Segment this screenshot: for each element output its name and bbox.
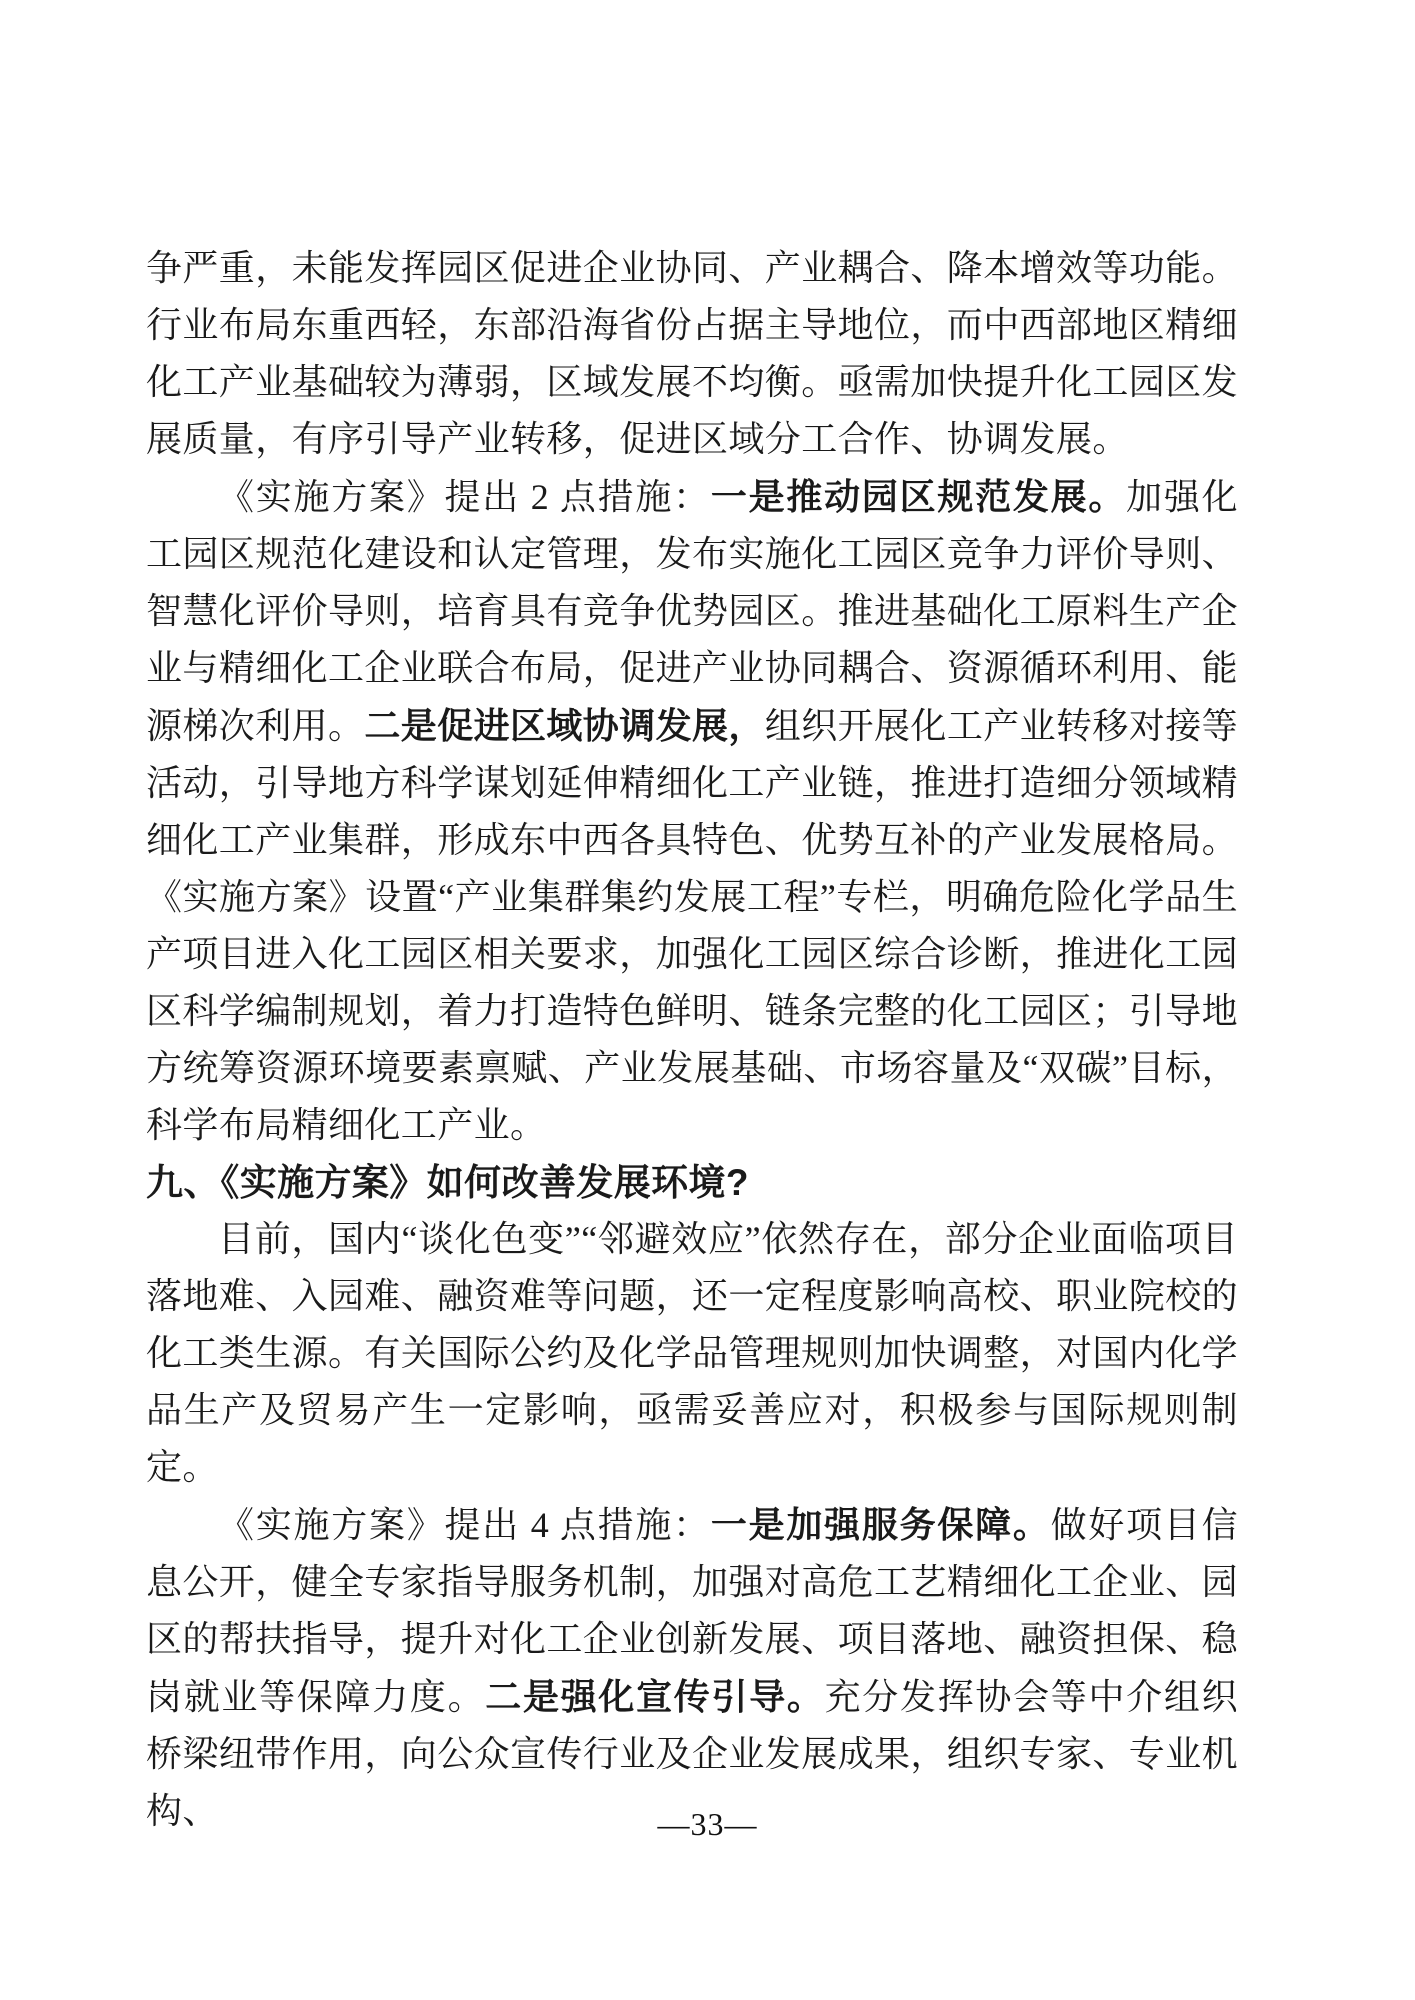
paragraph-measures-two [146, 468, 1238, 1154]
emphasis-text: 九、《实施方案》如何改善发展环境? [146, 1162, 749, 1203]
emphasis-text: 一是推动园区规范发展。 [710, 476, 1127, 517]
emphasis-text: 二是促进区域协调发展， [364, 705, 765, 746]
body-text: 目前，国内“谈化色变”“邻避效应”依然存在，部分企业面临项目落地难、入园难、融资难等问题，还一定程度影响高校、职业院校的化工类生源。有关国际公约及化学品管理规则加快调整，对国内化学品生产及贸易产生一定影响，亟需妥善应对，积极参与国际规则制定。 [146, 1219, 1239, 1487]
body-text: 《实施方案》提出 4 点措施： [218, 1505, 711, 1545]
paragraph-continuation [146, 240, 1238, 468]
section-heading [146, 1154, 1238, 1211]
body-text: 做好项目信息公开，健全专家指导服务机制，加强对高危工艺精细化工企业、园区的帮扶指导，提升对化工企业创新发展、项目落地、融资担保、稳岗就业等保障力度。 [146, 1505, 1239, 1717]
body-text: 争严重，未能发挥园区促进企业协同、产业耦合、降本增效等功能。行业布局东重西轻，东部沿海省份占据主导地位，而中西部地区精细化工产业基础较为薄弱，区域发展不均衡。亟需加快提升化工园区发展质量，有序引导产业转移，促进区域分工合作、协调发展。 [146, 248, 1239, 459]
body-text: 组织开展化工产业转移对接等活动，引导地方科学谋划延伸精细化工产业链，推进打造细分领域精细化工产业集群，形成东中西各具特色、优势互补的产业发展格局。《实施方案》设置“产业集群集约发展工程”专栏，明确危险化学品生产项目进入化工园区相关要求，加强化工园区综合诊断，推进化工园区科学编制规划，着力打造特色鲜明、链条完整的化工园区；引导地方统筹资源环境要素禀赋、产业发展基础、市场容量及“双碳”目标，科学布局精细化工产业。 [146, 706, 1239, 1145]
body-text: 加强化工园区规范化建设和认定管理，发布实施化工园区竞争力评价导则、智慧化评价导则，培育具有竞争优势园区。推进基础化工原料生产企业与精细化工企业联合布局，促进产业协同耦合、资源循环利用、能源梯次利用。 [146, 477, 1239, 746]
body-text: 《实施方案》提出 2 点措施： [218, 477, 711, 517]
paragraph-measures-four [146, 1496, 1238, 1840]
emphasis-text: 二是强化宣传引导。 [485, 1676, 825, 1717]
page-number: —33— [657, 1806, 758, 1842]
page-body-text [146, 240, 1238, 1840]
emphasis-text: 一是加强服务保障。 [710, 1504, 1051, 1545]
body-text: 充分发挥协会等中介组织桥梁纽带作用，向公众宣传行业及企业发展成果，组织专家、专业机构、 [146, 1677, 1239, 1831]
paragraph-current-situation [146, 1211, 1238, 1496]
